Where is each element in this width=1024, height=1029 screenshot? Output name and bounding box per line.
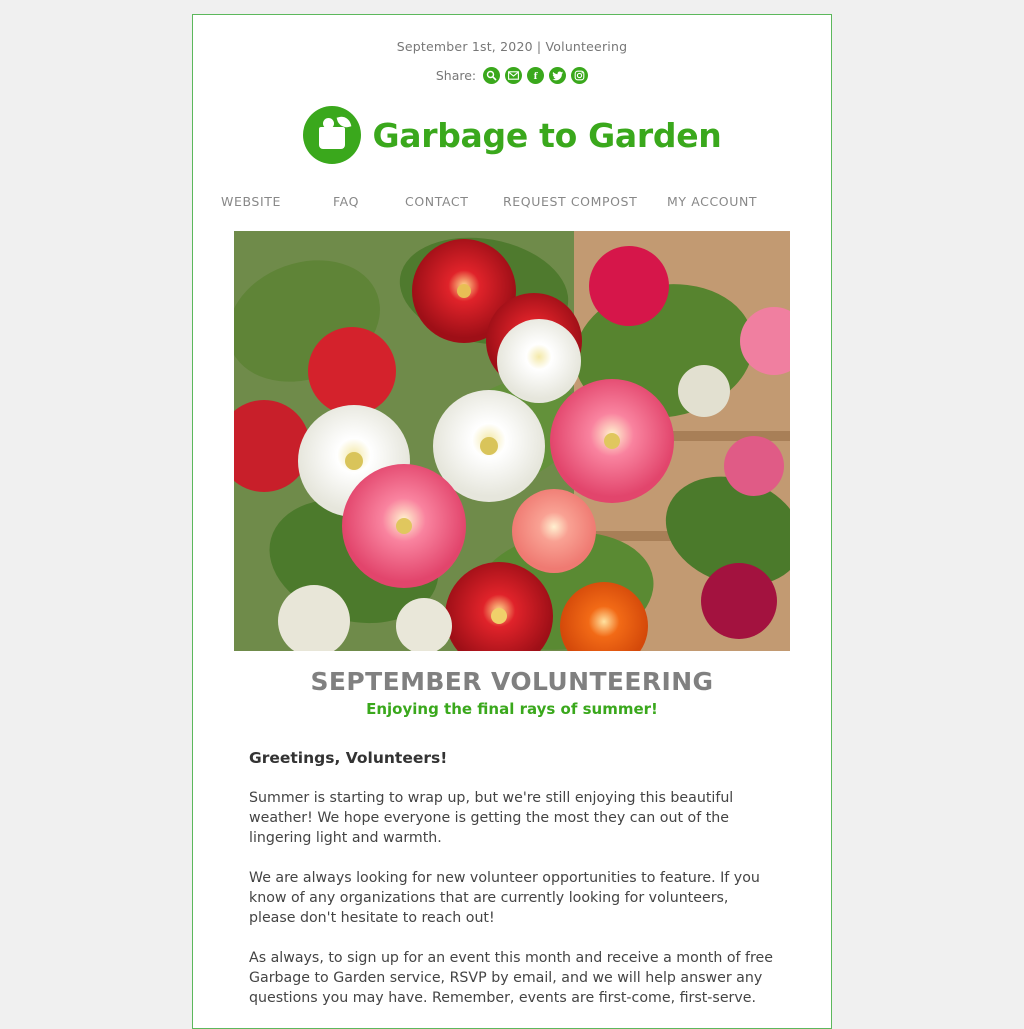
page-title: SEPTEMBER VOLUNTEERING xyxy=(310,667,714,696)
greeting-line: Greetings, Volunteers! xyxy=(249,749,448,767)
search-icon[interactable] xyxy=(483,67,500,84)
page-subtitle: Enjoying the final rays of summer! xyxy=(366,700,658,718)
paragraph-3: As always, to sign up for an event this month and receive a month of free Garbage to Garden service, RSVP by email, and we will help answer any questions you may have. Remember, events are first-come, first-serve. xyxy=(249,950,774,1006)
paragraph-1: Summer is starting to wrap up, but we're still enjoying this beautiful weather! We hope everyone is getting the most they can out of the lingering light and warmth. xyxy=(249,790,734,846)
newsletter-body xyxy=(192,14,832,1029)
facebook-icon[interactable] xyxy=(527,67,544,84)
brand-logo[interactable] xyxy=(193,106,831,164)
nav-item-my-account[interactable]: MY ACCOUNT xyxy=(667,194,758,209)
twitter-icon[interactable] xyxy=(549,67,566,84)
logo-text: Garbage to Garden xyxy=(372,115,722,155)
svg-text:f: f xyxy=(533,72,538,81)
newsletter-content xyxy=(193,748,831,1008)
share-label: Share: xyxy=(435,68,477,83)
primary-nav xyxy=(193,194,831,209)
logo-mark-icon xyxy=(303,106,361,164)
nav-item-faq[interactable]: FAQ xyxy=(333,194,360,209)
share-row xyxy=(193,67,831,84)
instagram-icon[interactable] xyxy=(571,67,588,84)
nav-item-website[interactable]: WEBSITE xyxy=(221,194,281,209)
newsletter-meta: September 1st, 2020 | Volunteering xyxy=(396,39,628,54)
nav-item-contact[interactable]: CONTACT xyxy=(405,194,469,209)
email-icon[interactable] xyxy=(505,67,522,84)
nav-item-request-compost[interactable]: REQUEST COMPOST xyxy=(503,194,638,209)
paragraph-2: We are always looking for new volunteer opportunities to feature. If you know of any organizations that are currently looking for volunteers, please don't hesitate to reach out! xyxy=(249,870,760,926)
hero-image xyxy=(234,231,790,651)
